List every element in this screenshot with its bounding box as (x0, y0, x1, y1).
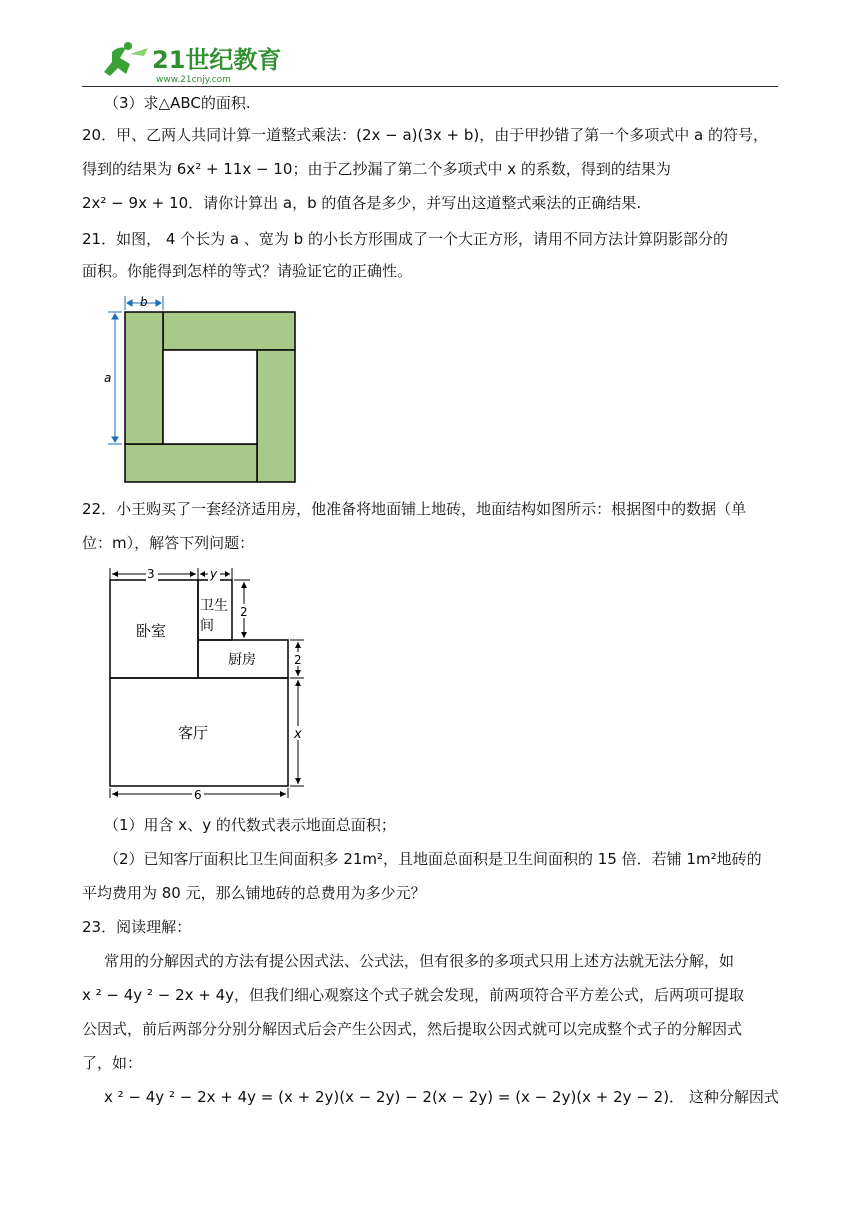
fig22-room-bedroom: 卧室 (136, 622, 167, 640)
fig22-room-living: 客厅 (178, 724, 209, 742)
q23-para-line4: 了，如： (82, 1054, 143, 1072)
fig21-rect-top (163, 312, 295, 350)
q20-line2: 得到的结果为 6x² + 11x − 10；由于乙抄漏了第二个多项式中 x 的系数，得到的结果为 (82, 160, 671, 178)
fig21-label-b: b (140, 295, 148, 309)
header-divider (82, 86, 778, 87)
q20-line1: 20．甲、乙两人共同计算一道整式乘法：(2x − a)(3x + b)，由于甲抄错了第一个多项式中 a 的符号， (82, 126, 768, 144)
fig21-inner-square (163, 350, 257, 444)
figure-21 (100, 292, 310, 492)
fig22-room-bath-2: 间 (200, 618, 214, 634)
runner-icon (104, 42, 148, 76)
q23-para-line2: x ² − 4y ² − 2x + 4y，但我们细心观察这个式子就会发现，前两项符合平方差公式，后两项可提取 (82, 986, 745, 1004)
fig22-rooms (110, 580, 288, 786)
q23-para-line3: 公因式，前后两部分分别分解因式后会产生公因式，然后提取公因式就可以完成整个式子的分解因式 (82, 1020, 743, 1038)
fig21-rect-bottom (125, 444, 257, 482)
fig22-dim-2b: 2 (294, 653, 302, 667)
q23-para-line1: 常用的分解因式的方法有提公因式法、公式法，但有很多的多项式只用上述方法就无法分解，如 (104, 952, 735, 970)
logo-url: www.21cnjy.com (156, 75, 231, 85)
q19-part3: （3）求△ABC的面积. (104, 94, 251, 112)
q22-line1: 22．小王购买了一套经济适用房，他准备将地面铺上地砖，地面结构如图所示：根据图中的数据（单 (82, 500, 747, 518)
fig21-rect-left (125, 312, 163, 444)
fig22-dim-2a: 2 (240, 605, 248, 619)
site-logo (82, 40, 778, 88)
q20-line3: 2x² − 9x + 10．请你计算出 a，b 的值各是多少，并写出这道整式乘法的正确结果. (82, 194, 642, 212)
q22-part2-line2: 平均费用为 80 元，那么铺地砖的总费用为多少元？ (82, 884, 426, 902)
fig21-rect-right (257, 350, 295, 482)
q23-title: 23．阅读理解： (82, 918, 192, 936)
fig22-room-bath-1: 卫生 (200, 598, 228, 614)
fig22-dim-6: 6 (194, 788, 202, 802)
fig22-room-kitchen: 厨房 (228, 652, 256, 668)
logo-text: 21世纪教育 (152, 46, 282, 74)
q21-line1: 21．如图， 4 个长为 a 、宽为 b 的小长方形围成了一个大正方形，请用不同方法计算阴影部分的 (82, 230, 728, 248)
q21-line2: 面积。你能得到怎样的等式？请验证它的正确性。 (82, 262, 413, 280)
fig22-dim-y: y (210, 567, 218, 581)
fig21-label-a: a (104, 371, 112, 385)
q23-para-line5: x ² − 4y ² − 2x + 4y = (x + 2y)(x − 2y) − 2(x − 2y) = (x − 2y)(x + 2y − 2)． 这种分解因式 (104, 1088, 779, 1106)
q22-part1: （1）用含 x、y 的代数式表示地面总面积； (104, 816, 396, 834)
fig22-dim-3: 3 (147, 567, 155, 581)
q22-part2-line1: （2）已知客厅面积比卫生间面积多 21m²，且地面总面积是卫生间面积的 15 倍．若铺 1m²地砖的 (104, 850, 762, 868)
q22-line2: 位：m），解答下列问题： (82, 534, 255, 552)
fig22-dim-x: x (294, 727, 302, 742)
figure-22 (100, 566, 320, 806)
fig21-rects (125, 312, 295, 482)
